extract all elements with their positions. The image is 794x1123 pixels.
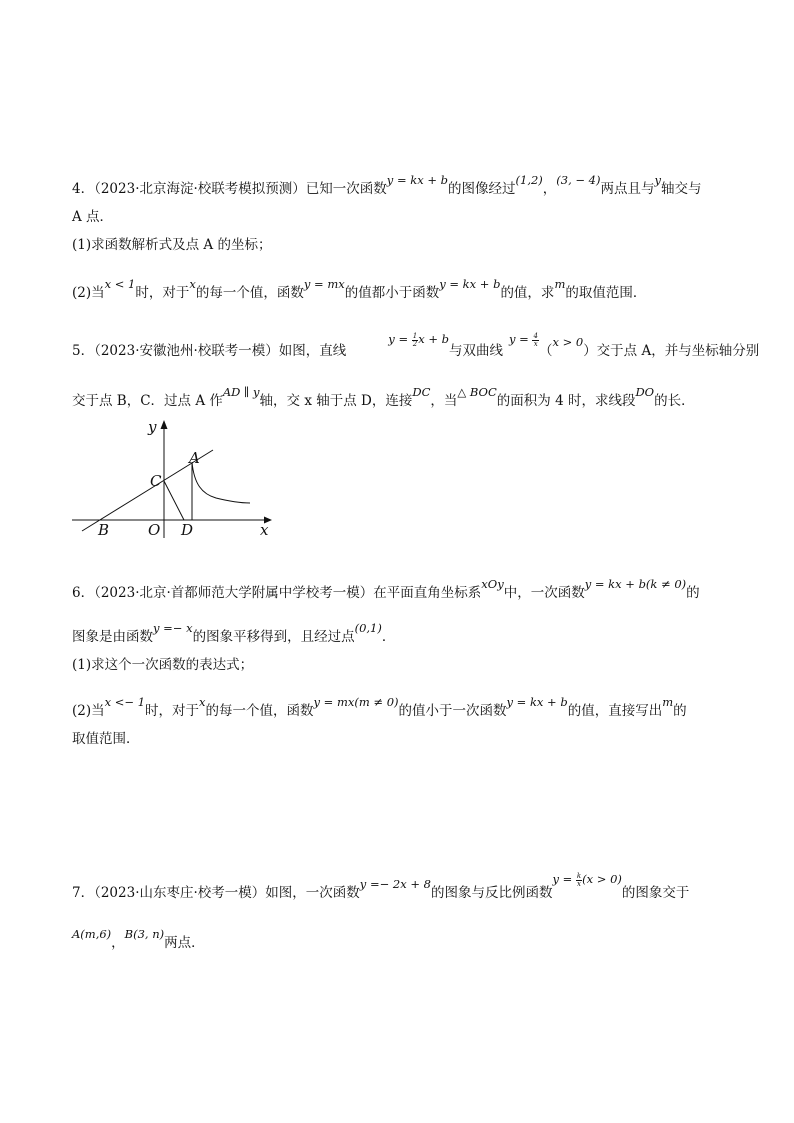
- fig-point-b: B: [98, 521, 110, 539]
- q7-text: 的图象交于: [621, 885, 690, 901]
- q4-text: 轴交与: [661, 181, 702, 197]
- q4-yvar: y: [654, 173, 661, 187]
- q6-condition: x <− 1: [104, 695, 146, 709]
- q4-text: 已知一次函数: [305, 181, 387, 197]
- q5-dc: DC: [412, 385, 431, 399]
- q4-text: 的取值范围．: [565, 285, 647, 301]
- q6-text: 的: [673, 703, 687, 719]
- y-axis-arrow: [161, 420, 168, 429]
- q6-text: (2)当: [72, 703, 105, 719]
- fig-point-c: C: [150, 472, 162, 490]
- q6-part2: [72, 695, 687, 720]
- q6-line2: [72, 621, 396, 646]
- q4-mvar: m: [554, 277, 566, 291]
- q7-point-b: B(3, n): [124, 927, 165, 941]
- segment-cd: [164, 481, 184, 520]
- q4-point1: (1,2): [515, 173, 543, 187]
- q5-text: 如图，直线: [278, 343, 347, 359]
- hyperbola-curve: [192, 462, 250, 503]
- q6-part1: (1)求这个一次函数的表达式；: [72, 657, 254, 673]
- q4-source: （2023·北京海淀·校联考模拟预测）: [94, 181, 306, 197]
- q6-text: 的值小于一次函数: [398, 703, 507, 719]
- q4-xvar: x: [189, 277, 196, 291]
- q7-line1: [72, 871, 690, 902]
- fig-x-label: x: [260, 521, 269, 539]
- q7-number: 7．: [72, 885, 95, 901]
- q4-text: 的每一个值，函数: [195, 285, 304, 301]
- q4-text: 的图像经过: [448, 181, 516, 197]
- q5-text: 的面积为 4 时，求线段: [496, 393, 636, 409]
- q6-text: 的: [686, 585, 700, 601]
- q5-line-equation: y = $\frac{1}{2}$ x + b: [388, 331, 450, 348]
- q5-ad: AD ∥ y: [222, 385, 260, 399]
- q5-number: 5．: [72, 343, 95, 359]
- q7-text: 如图，一次函数: [265, 885, 360, 901]
- q7-inverse-function: y = $\frac{k}{x}$ (x > 0): [552, 871, 622, 888]
- q7-point-a: A(m,6): [72, 927, 112, 941]
- q6-line5: 取值范围．: [72, 731, 140, 747]
- q5-source: （2023·安徽池州·校联考一模）: [94, 343, 279, 359]
- q4-function3: y = kx + b: [439, 277, 501, 291]
- q6-text: 时，对于: [145, 703, 200, 719]
- q6-text: 的值，直接写出: [567, 703, 663, 719]
- q5-graph: [68, 414, 280, 542]
- q7-text: 的图象与反比例函数: [430, 885, 553, 901]
- q6-number: 6．: [72, 585, 95, 601]
- q7-text: ，: [111, 935, 125, 951]
- q4-number: 4．: [72, 181, 95, 197]
- q7-source: （2023·山东枣庄·校考一模）: [94, 885, 266, 901]
- q4-part1: (1)求函数解析式及点 A 的坐标；: [72, 237, 272, 253]
- q6-text: 的每一个值，函数: [205, 703, 314, 719]
- q7-function: y =− 2x + 8: [359, 877, 431, 891]
- q6-text: 在平面直角坐标系: [373, 585, 482, 601]
- fig-point-o: O: [148, 521, 161, 539]
- q6-source: （2023·北京·首都师范大学附属中学校考一模）: [94, 585, 374, 601]
- q4-text: (2)当: [72, 285, 105, 301]
- q6-function3: y = mx(m ≠ 0): [313, 695, 399, 709]
- q6-xoy: xOy: [481, 577, 504, 591]
- q6-function2: y =− x: [153, 621, 193, 635]
- q5-text: ）交于点 A，并与坐标轴分别: [583, 343, 760, 359]
- fig-point-a: A: [189, 449, 200, 467]
- q6-function4: y = kx + b: [506, 695, 568, 709]
- q5-text: 与双曲线: [449, 343, 504, 359]
- q5-hyperbola: y = $\frac{4}{x}$: [509, 331, 538, 348]
- q4-line1: [72, 173, 702, 198]
- q6-text: 的图象平移得到，且经过点: [192, 629, 355, 645]
- q4-function2: y = mx: [303, 277, 345, 291]
- q5-do: DO: [635, 385, 655, 399]
- q6-line1: [72, 577, 700, 602]
- q5-text: （: [538, 343, 553, 359]
- q4-text: 时，对于: [135, 285, 190, 301]
- q4-function: y = kx + b: [386, 173, 449, 187]
- q5-condition: x > 0: [552, 335, 584, 349]
- q4-part2: [72, 277, 647, 302]
- q5-text: 轴，交 x 轴于点 D，连接: [259, 393, 413, 409]
- q4-text: 的值都小于函数: [344, 285, 440, 301]
- q6-function: y = kx + b(k ≠ 0): [584, 577, 687, 591]
- q4-text: 两点且与: [600, 181, 655, 197]
- q6-mvar: m: [662, 695, 674, 709]
- q5-text: 的长．: [654, 393, 695, 409]
- q5-triangle: △ BOC: [457, 385, 497, 399]
- q4-text: ，: [542, 181, 557, 197]
- q6-text: ．: [381, 629, 396, 645]
- q4-condition: x < 1: [104, 277, 136, 291]
- fig-y-label: y: [148, 418, 157, 436]
- q5-text: 交于点 B，C．过点 A 作: [72, 393, 223, 409]
- q4-point2: (3, − 4): [556, 173, 601, 187]
- q4-line2: A 点．: [72, 209, 114, 225]
- q5-line2: [72, 385, 695, 410]
- fig-point-d: D: [181, 521, 194, 539]
- q5-text: ，当: [430, 393, 458, 409]
- q7-line2: [72, 927, 205, 952]
- q6-text: 图象是由函数: [72, 629, 153, 645]
- q7-text: 两点．: [164, 935, 205, 951]
- q5-figure: [68, 414, 280, 542]
- q4-text: 的值，求: [500, 285, 555, 301]
- q5-line1: [72, 331, 760, 360]
- q6-text: 中，一次函数: [503, 585, 585, 601]
- q6-point: (0,1): [354, 621, 382, 635]
- q6-xvar: x: [199, 695, 206, 709]
